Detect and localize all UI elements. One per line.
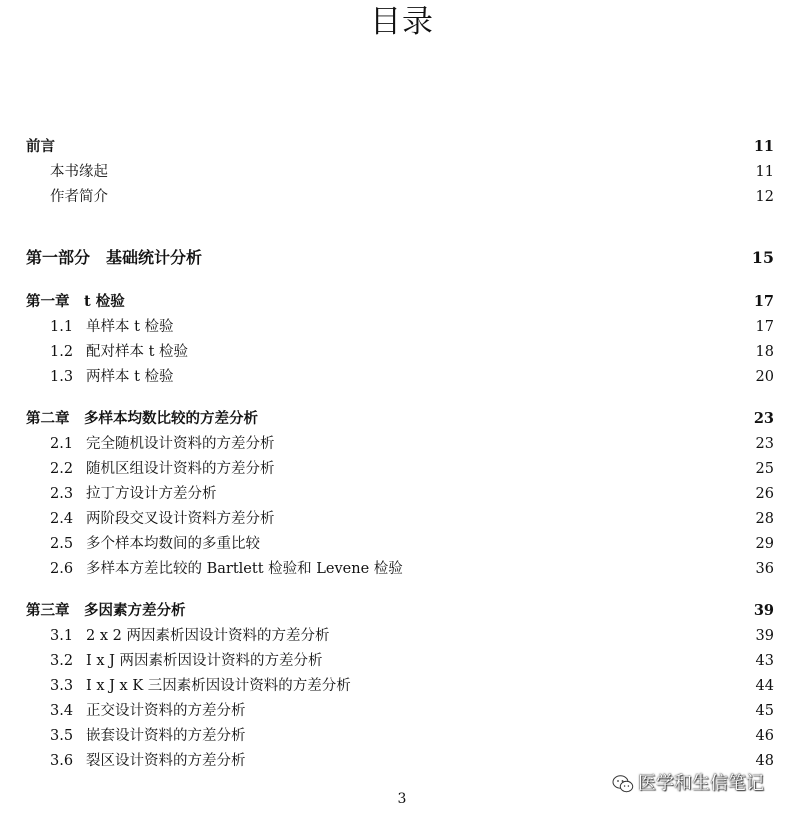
toc-entry-page: 11: [753, 138, 774, 155]
toc-entry-page: 12: [755, 189, 774, 205]
toc-entry-title: 本书缘起: [50, 164, 108, 180]
toc-entry-number: 1.1: [50, 319, 74, 335]
toc-entry-title: 随机区组设计资料的方差分析: [86, 461, 275, 477]
toc-part-1[interactable]: [26, 247, 774, 269]
toc-entry-page: 44: [755, 678, 774, 694]
toc-entry-title: 第二章 多样本均数比较的方差分析: [26, 410, 258, 427]
dot-leader: [281, 458, 750, 480]
toc-entry-3-6[interactable]: [50, 750, 774, 772]
toc-entry-page: 26: [755, 486, 774, 502]
toc-entry-page: 39: [753, 602, 774, 619]
toc-entry-3-4[interactable]: [50, 700, 774, 722]
toc-entry-number: 3.1: [50, 628, 74, 644]
dot-leader: [180, 366, 750, 388]
toc-entry-title: 第一章 t 检验: [26, 293, 125, 310]
dot-leader: [252, 725, 750, 747]
toc-entry-title: 正交设计资料的方差分析: [86, 703, 246, 719]
toc-entry-page: 25: [755, 461, 774, 477]
toc-entry-number: 1.3: [50, 369, 74, 385]
toc-entry-page: 15: [751, 248, 774, 267]
toc-entry-2-6[interactable]: [50, 558, 774, 580]
dot-leader: [114, 186, 750, 208]
toc-entry-3-3[interactable]: [50, 675, 774, 697]
toc-entry-number: 3.4: [50, 703, 74, 719]
toc-entry-page: 17: [753, 293, 774, 310]
toc-entry-title: 嵌套设计资料的方差分析: [86, 728, 246, 744]
toc-entry-title: 前言: [26, 138, 55, 155]
dot-leader: [335, 625, 749, 647]
toc-entry-title: I x J 两因素析因设计资料的方差分析: [86, 653, 323, 669]
toc-entry-origin[interactable]: [50, 161, 774, 183]
toc-entry-2-1[interactable]: [50, 433, 774, 455]
toc-entry-title: 两阶段交叉设计资料方差分析: [86, 511, 275, 527]
toc-entry-title: 两样本 t 检验: [86, 369, 174, 385]
toc-entry-title: 配对样本 t 检验: [86, 344, 189, 360]
toc-entry-number: 3.3: [50, 678, 74, 694]
dot-leader: [180, 316, 750, 338]
toc-entry-number: 1.2: [50, 344, 74, 360]
toc-heading: 目录: [370, 4, 434, 40]
toc-chapter-1[interactable]: [26, 291, 774, 313]
toc-entry-title: 多样本方差比较的 Bartlett 检验和 Levene 检验: [86, 561, 403, 577]
toc-chapter-2[interactable]: [26, 408, 774, 430]
toc-entry-3-1[interactable]: [50, 625, 774, 647]
toc-entry-number: 2.1: [50, 436, 74, 452]
dot-leader: [281, 433, 750, 455]
toc-entry-1-2[interactable]: [50, 341, 774, 363]
dot-leader: [281, 508, 750, 530]
toc-entry-author[interactable]: [50, 186, 774, 208]
toc-entry-page: 39: [755, 628, 774, 644]
toc-entry-page: 36: [755, 561, 774, 577]
toc-entry-2-5[interactable]: [50, 533, 774, 555]
toc-entry-1-3[interactable]: [50, 366, 774, 388]
toc-entry-page: 11: [755, 164, 774, 180]
dot-leader: [329, 650, 750, 672]
toc-entry-page: 48: [755, 753, 774, 769]
dot-leader: [252, 700, 750, 722]
wechat-icon: [612, 774, 634, 794]
dot-leader: [357, 675, 750, 697]
dot-leader: [409, 558, 750, 580]
toc-entry-3-2[interactable]: [50, 650, 774, 672]
toc-entry-page: 18: [755, 344, 774, 360]
toc-entry-2-4[interactable]: [50, 508, 774, 530]
toc-entry-number: 2.4: [50, 511, 74, 527]
toc-entry-title: 拉丁方设计方差分析: [86, 486, 217, 502]
toc-entry-title: 2 x 2 两因素析因设计资料的方差分析: [86, 628, 330, 644]
toc-entry-page: 45: [755, 703, 774, 719]
toc-entry-2-2[interactable]: [50, 458, 774, 480]
toc-entry-title: 作者简介: [50, 189, 108, 205]
toc-entry-title: 裂区设计资料的方差分析: [86, 753, 246, 769]
watermark: [612, 772, 764, 796]
toc-entry-page: 20: [755, 369, 774, 385]
page-number: 3: [397, 791, 407, 807]
dot-leader: [266, 533, 750, 555]
toc-entry-title: 第三章 多因素方差分析: [26, 602, 186, 619]
toc-entry-page: 46: [755, 728, 774, 744]
toc-entry-page: 43: [755, 653, 774, 669]
toc-entry-title: 第一部分 基础统计分析: [26, 248, 203, 267]
toc-entry-number: 3.5: [50, 728, 74, 744]
toc-entry-page: 28: [755, 511, 774, 527]
dot-leader: [194, 341, 750, 363]
toc-entry-title: 多个样本均数间的多重比较: [86, 536, 260, 552]
toc-entry-title: I x J x K 三因素析因设计资料的方差分析: [86, 678, 351, 694]
dot-leader: [252, 750, 750, 772]
toc-entry-page: 17: [755, 319, 774, 335]
toc-entry-page: 23: [753, 410, 774, 427]
toc-entry-number: 2.2: [50, 461, 74, 477]
toc-entry-page: 29: [755, 536, 774, 552]
toc-entry-title: 单样本 t 检验: [86, 319, 174, 335]
toc-entry-number: 2.5: [50, 536, 74, 552]
toc-section-preface[interactable]: [26, 136, 774, 158]
toc-entry-number: 3.6: [50, 753, 74, 769]
toc-entry-number: 2.3: [50, 486, 74, 502]
toc-entry-number: 2.6: [50, 561, 74, 577]
toc-entry-number: 3.2: [50, 653, 74, 669]
dot-leader: [114, 161, 750, 183]
dot-leader: [223, 483, 750, 505]
watermark-text: 医学和生信笔记: [638, 773, 764, 794]
toc-entry-2-3[interactable]: [50, 483, 774, 505]
toc-chapter-3[interactable]: [26, 600, 774, 622]
toc-entry-1-1[interactable]: [50, 316, 774, 338]
toc-entry-page: 23: [755, 436, 774, 452]
toc-entry-3-5[interactable]: [50, 725, 774, 747]
toc-entry-title: 完全随机设计资料的方差分析: [86, 436, 275, 452]
